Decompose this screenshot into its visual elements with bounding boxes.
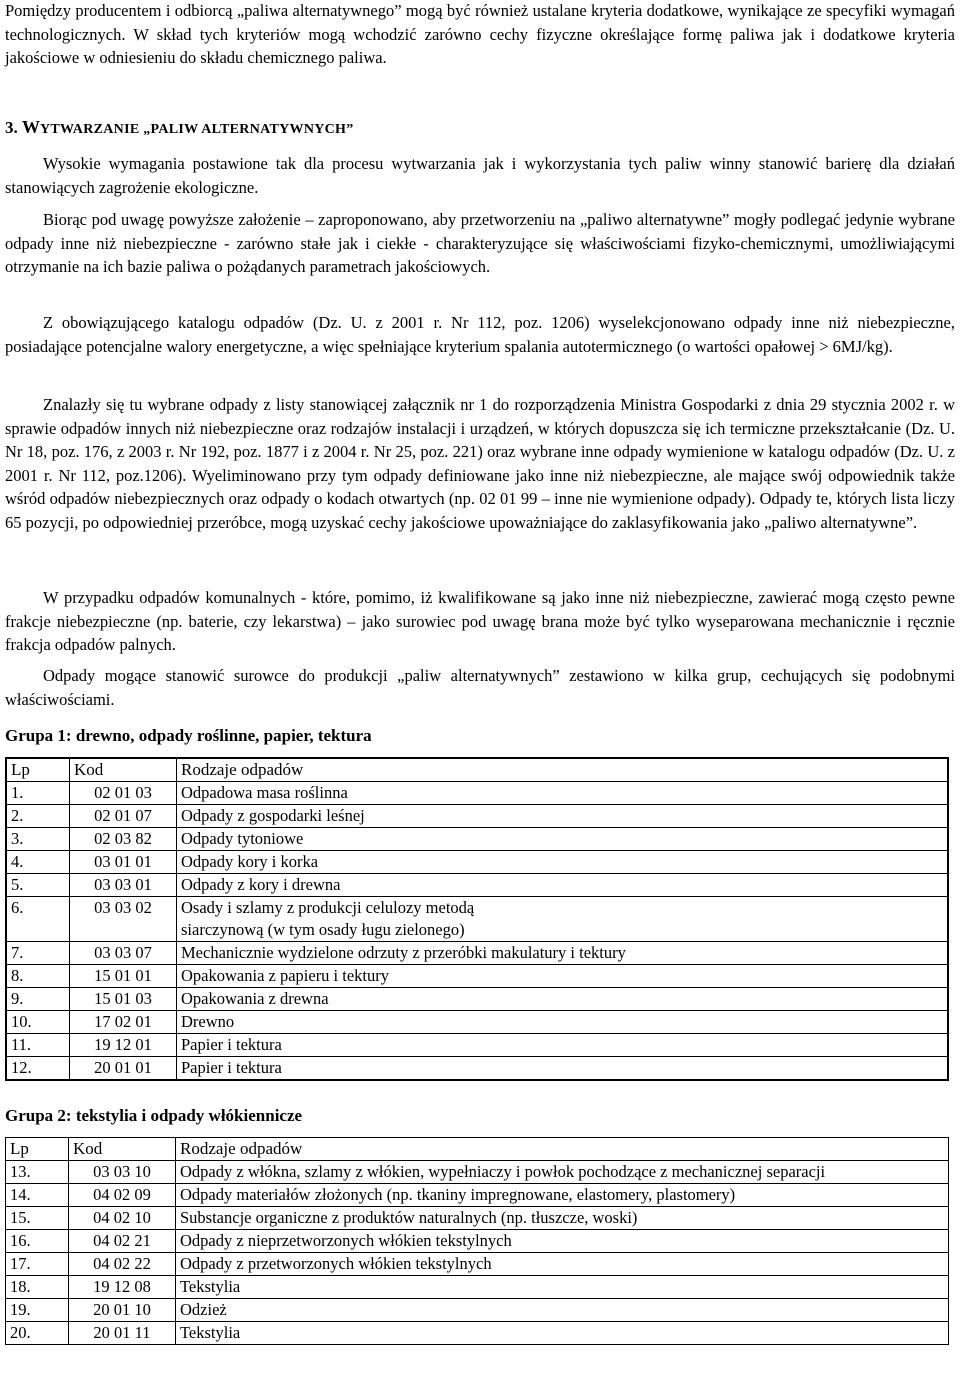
cell-lp: 4. — [6, 851, 70, 874]
cell-rodzaj: Drewno — [177, 1011, 949, 1034]
table-row — [6, 1299, 949, 1322]
section-heading — [5, 117, 354, 138]
group-1-table — [5, 757, 949, 1081]
paragraph-1: Wysokie wymagania postawione tak dla procesu wytwarzania jak i wykorzystania tych paliw winny stanowić barierę dla działań stanowiących zagrożenie ekologiczne. — [5, 154, 955, 197]
table-row — [6, 1253, 949, 1276]
cell-lp: 11. — [6, 1034, 70, 1057]
table-row — [6, 1322, 949, 1345]
table-row — [6, 942, 948, 965]
cell-lp: 8. — [6, 965, 70, 988]
cell-rodzaj: Opakowania z drewna — [177, 988, 949, 1011]
cell-kod: 02 03 82 — [70, 828, 177, 851]
table-row — [6, 897, 948, 942]
table-row — [6, 1011, 948, 1034]
table-row — [6, 965, 948, 988]
cell-rodzaj: Odzież — [176, 1299, 949, 1322]
cell-lp: 15. — [6, 1207, 69, 1230]
cell-rodzaj: Odpady z przetworzonych włókien tekstylnych — [176, 1253, 949, 1276]
cell-rodzaj: Odpady z nieprzetworzonych włókien tekstylnych — [176, 1230, 949, 1253]
cell-kod: 15 01 01 — [70, 965, 177, 988]
header-kod: Kod — [70, 758, 177, 782]
paragraph-4: Znalazły się tu wybrane odpady z listy stanowiącej załącznik nr 1 do rozporządzenia Ministra Gospodarki z dnia 29 stycznia 2002 r. w sprawie odpadów innych niż niebezpieczne oraz rodzajów instalacji i urządzeń, w których dopuszcza się ich termiczne przekształcanie (Dz. U. Nr 18, poz. 176, z 2003 r. Nr 192, poz. 1877 i z 2004 r. Nr 25, poz. 221) oraz wybrane inne odpady wymienione w katalogu odpadów (Dz. U. z 2001 r. Nr 112, poz.1206). Wyeliminowano przy tym odpady definiowane jako inne niż niebezpieczne, ale mające swój odpowiednik także wśród odpadów niebezpiecznych oraz odpady o kodach otwartych (np. 02 01 99 – inne nie wymienione odpady). Odpady te, których lista liczy 65 pozycji, po odpowiedniej przeróbce, mogą uzyskać cechy jakościowe upoważniające do zaklasyfikowania jako „paliwo alternatywne”. — [5, 395, 955, 532]
cell-kod: 04 02 09 — [69, 1184, 176, 1207]
cell-rodzaj: Odpady materiałów złożonych (np. tkaniny impregnowane, elastomery, plastomery) — [176, 1184, 949, 1207]
table-row — [6, 1184, 949, 1207]
table-header-row — [6, 758, 948, 782]
table-row — [6, 1207, 949, 1230]
table-row — [6, 1161, 949, 1184]
group-1-title: Grupa 1: drewno, odpady roślinne, papier, tektura — [5, 726, 372, 745]
cell-kod: 17 02 01 — [70, 1011, 177, 1034]
cell-lp: 1. — [6, 782, 70, 805]
cell-rodzaj: Tekstylia — [176, 1276, 949, 1299]
header-kod: Kod — [69, 1138, 176, 1161]
table-header-row — [6, 1138, 949, 1161]
cell-lp: 6. — [6, 897, 70, 942]
cell-lp: 13. — [6, 1161, 69, 1184]
header-rodzaje: Rodzaje odpadów — [176, 1138, 949, 1161]
table-row — [6, 1230, 949, 1253]
cell-lp: 3. — [6, 828, 70, 851]
paragraph-6: Odpady mogące stanowić surowce do produkcji „paliw alternatywnych” zestawiono w kilka grup, cechujących się podobnymi właściwościami. — [5, 666, 955, 709]
cell-kod: 20 01 10 — [69, 1299, 176, 1322]
cell-rodzaj: Mechanicznie wydzielone odrzuty z przeróbki makulatury i tektury — [177, 942, 949, 965]
cell-rodzaj: Odpady z kory i drewna — [177, 874, 949, 897]
cell-kod: 03 03 02 — [70, 897, 177, 942]
cell-kod: 20 01 11 — [69, 1322, 176, 1345]
table-row — [6, 1057, 948, 1081]
cell-lp: 14. — [6, 1184, 69, 1207]
cell-kod: 04 02 10 — [69, 1207, 176, 1230]
cell-lp: 20. — [6, 1322, 69, 1345]
paragraph-2: Biorąc pod uwagę powyższe założenie – zaproponowano, aby przetworzeniu na „paliwo alternatywne” mogły podlegać jedynie wybrane odpady inne niż niebezpieczne - zarówno stałe jak i ciekłe - charakteryzujące się właściwościami fizyko-chemicznymi, umożliwiającymi otrzymanie na ich bazie paliwa o pożądanych parametrach jakościowych. — [5, 210, 955, 276]
section-number: 3. — [5, 118, 18, 137]
cell-kod: 04 02 22 — [69, 1253, 176, 1276]
cell-kod: 04 02 21 — [69, 1230, 176, 1253]
table-row — [6, 851, 948, 874]
cell-lp: 2. — [6, 805, 70, 828]
section-title: YTWARZANIE „PALIW ALTERNATYWNYCH” — [40, 122, 354, 137]
cell-lp: 5. — [6, 874, 70, 897]
table-row — [6, 988, 948, 1011]
cell-lp: 9. — [6, 988, 70, 1011]
cell-lp: 18. — [6, 1276, 69, 1299]
cell-lp: 12. — [6, 1057, 70, 1081]
cell-kod: 02 01 07 — [70, 805, 177, 828]
group-2-title: Grupa 2: tekstylia i odpady włókiennicze — [5, 1106, 303, 1125]
cell-rodzaj: Substancje organiczne z produktów naturalnych (np. tłuszcze, woski) — [176, 1207, 949, 1230]
cell-rodzaj: Opakowania z papieru i tektury — [177, 965, 949, 988]
cell-rodzaj: Osady i szlamy z produkcji celulozy metodą siarczynową (w tym osady ługu zielonego) — [177, 897, 949, 942]
table-row — [6, 1276, 949, 1299]
table-row — [6, 805, 948, 828]
cell-kod: 19 12 01 — [70, 1034, 177, 1057]
table-row — [6, 1034, 948, 1057]
header-lp: Lp — [6, 758, 70, 782]
header-lp: Lp — [6, 1138, 69, 1161]
cell-rodzaj: Papier i tektura — [177, 1034, 949, 1057]
paragraph-3: Z obowiązującego katalogu odpadów (Dz. U. z 2001 r. Nr 112, poz. 1206) wyselekcjonowano odpady inne niż niebezpieczne, posiadające potencjalne walory energetyczne, a więc spełniające kryterium spalania autotermicznego (o wartości opałowej > 6MJ/kg). — [5, 313, 955, 356]
cell-kod: 03 03 01 — [70, 874, 177, 897]
cell-kod: 03 03 07 — [70, 942, 177, 965]
cell-rodzaj: Odpady z gospodarki leśnej — [177, 805, 949, 828]
paragraph-5: W przypadku odpadów komunalnych - które, pomimo, iż kwalifikowane są jako inne niż niebezpieczne, zawierać mogą często pewne frakcje niebezpieczne (np. baterie, czy lekarstwa) – jako surowiec pod uwagę brana może być tylko wyseparowana mechanicznie i ręcznie frakcja odpadów palnych. — [5, 588, 955, 654]
section-title-initial: W — [22, 117, 40, 137]
cell-kod: 19 12 08 — [69, 1276, 176, 1299]
table-row — [6, 828, 948, 851]
cell-rodzaj: Odpadowa masa roślinna — [177, 782, 949, 805]
cell-lp: 17. — [6, 1253, 69, 1276]
cell-lp: 19. — [6, 1299, 69, 1322]
cell-rodzaj: Odpady tytoniowe — [177, 828, 949, 851]
cell-rodzaj: Odpady kory i korka — [177, 851, 949, 874]
cell-rodzaj: Tekstylia — [176, 1322, 949, 1345]
cell-lp: 10. — [6, 1011, 70, 1034]
table-row — [6, 874, 948, 897]
cell-rodzaj: Odpady z włókna, szlamy z włókien, wypełniaczy i powłok pochodzące z mechanicznej separacji — [176, 1161, 949, 1184]
cell-lp: 7. — [6, 942, 70, 965]
header-rodzaje: Rodzaje odpadów — [177, 758, 949, 782]
cell-rodzaj: Papier i tektura — [177, 1057, 949, 1081]
cell-kod: 15 01 03 — [70, 988, 177, 1011]
cell-kod: 02 01 03 — [70, 782, 177, 805]
cell-kod: 03 01 01 — [70, 851, 177, 874]
cell-kod: 03 03 10 — [69, 1161, 176, 1184]
intro-paragraph: Pomiędzy producentem i odbiorcą „paliwa alternatywnego” mogą być również ustalane kryteria dodatkowe, wynikające ze specyfiki wymagań technologicznych. W skład tych kryteriów mogą wchodzić zarówno cechy fizyczne określające formę paliwa jak i dodatkowe kryteria jakościowe w odniesieniu do składu chemicznego paliwa. — [5, 1, 955, 67]
group-2-table — [5, 1137, 949, 1345]
cell-kod: 20 01 01 — [70, 1057, 177, 1081]
table-row — [6, 782, 948, 805]
cell-lp: 16. — [6, 1230, 69, 1253]
